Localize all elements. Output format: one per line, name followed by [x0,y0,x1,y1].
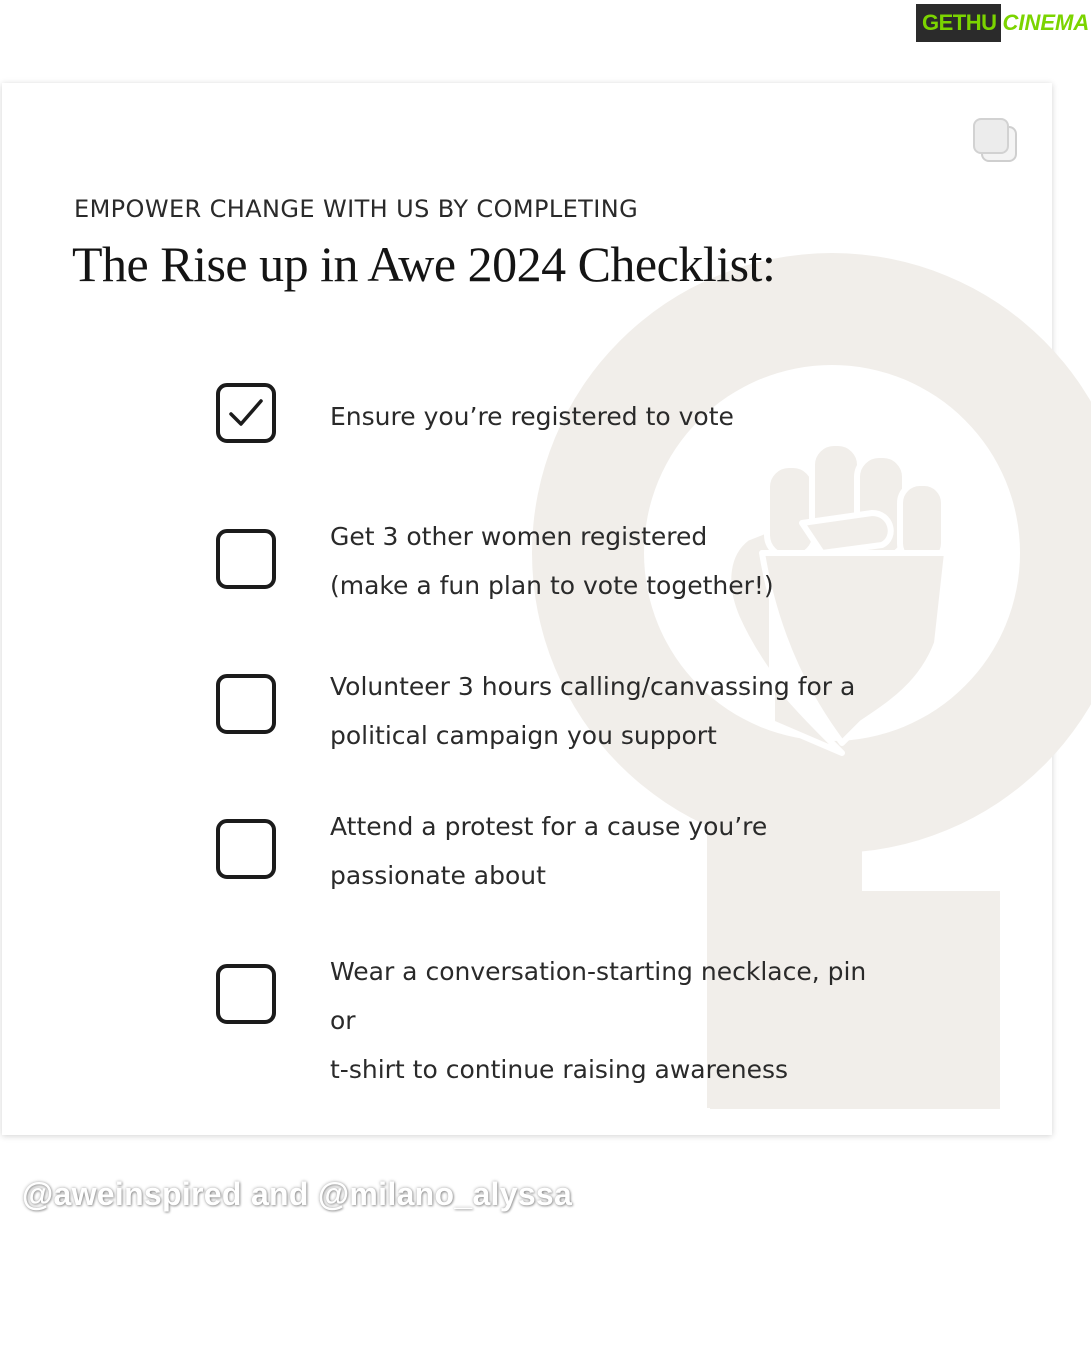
item-line: Ensure you’re registered to vote [330,402,734,431]
multiple-images-icon[interactable] [970,115,1020,165]
item-line: political campaign you support [330,721,717,750]
checkbox-unchecked[interactable] [216,964,276,1024]
checkbox-unchecked[interactable] [216,819,276,879]
checkbox-unchecked[interactable] [216,674,276,734]
gethucinema-watermark [916,4,1090,42]
checkbox-checked[interactable] [216,383,276,443]
item-line: Get 3 other women registered [330,522,708,551]
item-text [330,512,890,610]
item-text [330,662,890,760]
item-line: (make a fun plan to vote together!) [330,571,774,600]
item-line: Volunteer 3 hours calling/canvassing for a [330,672,856,701]
item-line: Wear a conversation-starting necklace, pin or [330,957,867,1035]
item-line: t-shirt to continue raising awareness [330,1055,789,1084]
checklist-post-image[interactable] [2,83,1052,1135]
checkbox-unchecked[interactable] [216,529,276,589]
item-line: passionate about [330,861,546,890]
eyebrow-heading: EMPOWER CHANGE WITH US BY COMPLETING [74,195,639,223]
watermark-text-part2: CINEMA [1002,10,1090,35]
item-text [330,392,890,441]
checklist-title: The Rise up in Awe 2024 Checklist: [72,236,776,292]
checkmark-icon [226,393,266,433]
credit-caption: @aweinspired and @milano_alyssa [22,1176,573,1212]
watermark-text-part1: GETHU [916,4,1001,42]
item-text [330,947,890,1094]
item-text [330,802,890,900]
item-line: Attend a protest for a cause you’re [330,812,768,841]
